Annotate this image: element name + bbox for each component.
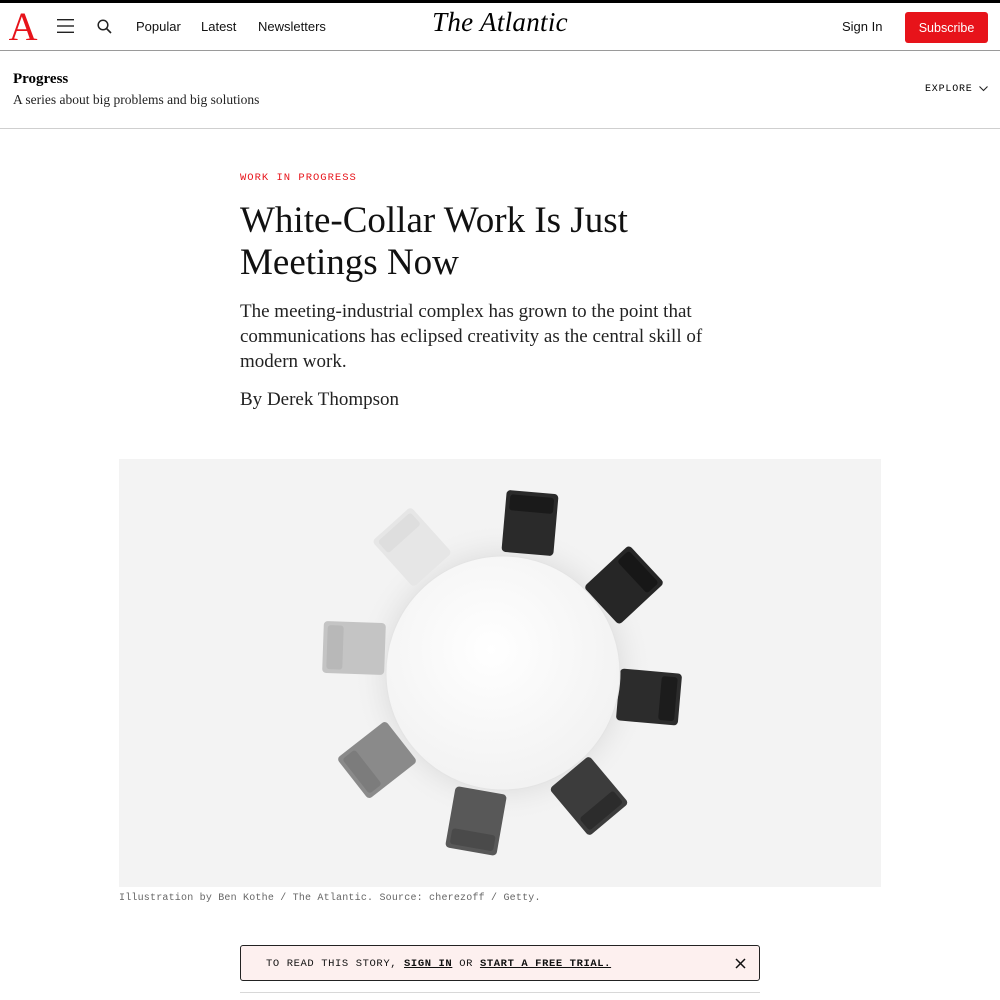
article-dek: The meeting-industrial complex has grown to the point that communications has eclipsed creativity as the central skill of modern work. [240, 301, 703, 372]
series-title[interactable]: Progress [13, 71, 69, 87]
nav-latest[interactable]: Latest [201, 19, 237, 34]
subscribe-button[interactable]: Subscribe [905, 12, 988, 43]
series-description: A series about big problems and big solutions [13, 92, 260, 107]
article-headline: White-Collar Work Is Just Meetings Now [240, 200, 628, 283]
nav-newsletters[interactable]: Newsletters [258, 19, 326, 34]
paywall-text [266, 958, 611, 970]
chair [445, 786, 507, 856]
paywall-notice [240, 945, 760, 981]
site-header [0, 3, 1000, 51]
byline-prefix: By [240, 389, 263, 410]
image-caption: Illustration by Ben Kothe / The Atlantic. Source: cherezoff / Getty. [119, 893, 541, 904]
paywall-or: OR [459, 958, 474, 970]
series-banner [0, 52, 1000, 129]
explore-button[interactable]: EXPLORE [925, 84, 973, 95]
paywall-prefix: TO READ THIS STORY, [266, 958, 398, 970]
chair [322, 621, 386, 675]
article-kicker[interactable]: WORK IN PROGRESS [240, 172, 357, 184]
paywall-sign-in-link[interactable]: SIGN IN [404, 958, 453, 970]
search-icon[interactable] [97, 19, 112, 34]
svg-text:A: A [8, 4, 38, 49]
chevron-down-icon[interactable] [979, 85, 988, 92]
atlantic-a-logo[interactable] [8, 4, 38, 49]
chair [616, 668, 682, 725]
hamburger-menu-icon[interactable] [57, 19, 74, 33]
round-table-chairs-image [119, 459, 881, 887]
hero-illustration [119, 459, 881, 887]
nav-popular[interactable]: Popular [136, 19, 181, 34]
brand-wordmark[interactable]: The Atlantic [432, 7, 568, 37]
author-link[interactable]: Derek Thompson [266, 389, 400, 410]
paywall-trial-link[interactable]: START A FREE TRIAL. [479, 958, 612, 970]
divider [240, 992, 760, 993]
close-icon[interactable] [735, 958, 746, 969]
article-byline [240, 389, 399, 411]
sign-in-link[interactable]: Sign In [842, 19, 883, 34]
chair [501, 490, 558, 556]
